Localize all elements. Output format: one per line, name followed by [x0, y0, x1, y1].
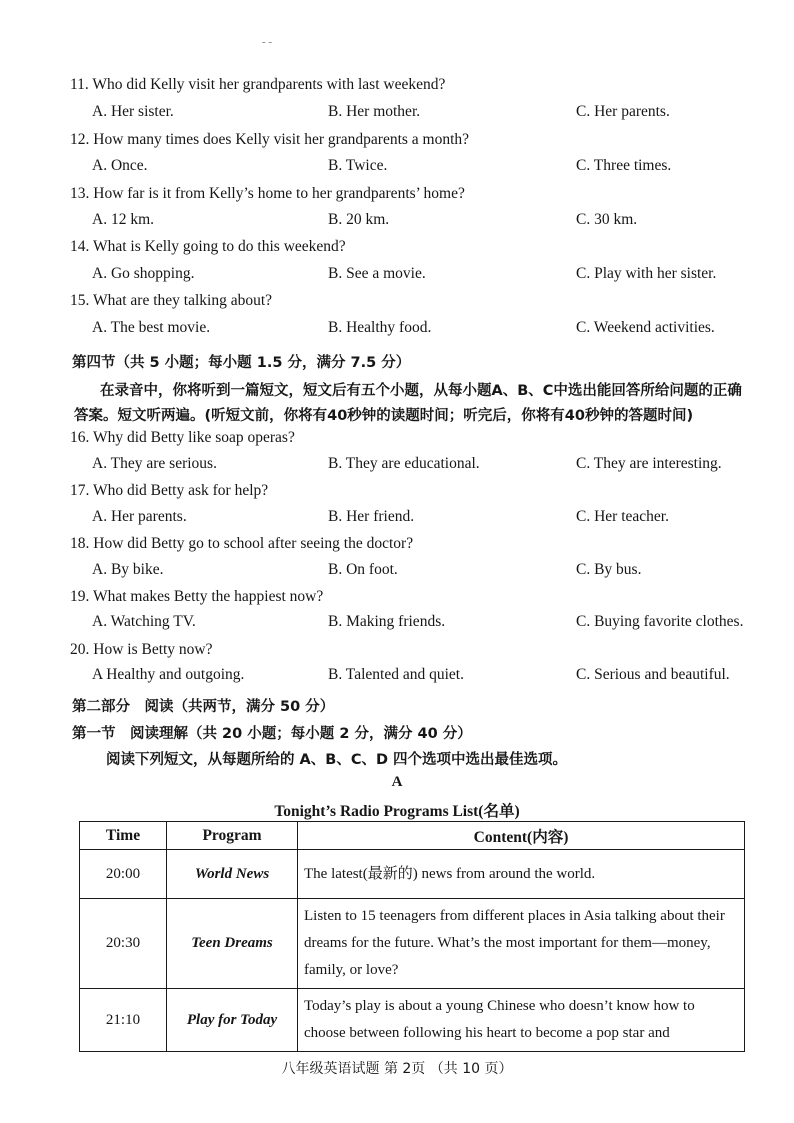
- question-16: 16. Why did Betty like soap operas?: [70, 429, 295, 446]
- option-b[interactable]: B. See a movie.: [328, 265, 426, 282]
- question-17: 17. Who did Betty ask for help?: [70, 482, 269, 499]
- question-19: 19. What makes Betty the happiest now?: [70, 588, 324, 605]
- option-c[interactable]: C. Play with her sister.: [576, 265, 717, 282]
- question-18: 18. How did Betty go to school after seeing the doctor?: [70, 535, 414, 552]
- question-15: 15. What are they talking about?: [70, 292, 273, 309]
- option-c[interactable]: C. Her parents.: [576, 103, 670, 120]
- question-11: 11. Who did Kelly visit her grandparents with last weekend?: [70, 76, 446, 93]
- options-11: [92, 103, 772, 125]
- option-b[interactable]: B. They are educational.: [328, 455, 480, 472]
- question-12: 12. How many times does Kelly visit her grandparents a month?: [70, 131, 470, 148]
- option-b[interactable]: B. On foot.: [328, 561, 398, 578]
- option-a[interactable]: A. They are serious.: [92, 455, 217, 472]
- options-15: [92, 319, 772, 341]
- option-b[interactable]: B. 20 km.: [328, 211, 390, 228]
- options-16: [92, 455, 772, 477]
- options-14: [92, 265, 772, 287]
- option-b[interactable]: B. Talented and quiet.: [328, 666, 464, 683]
- option-a[interactable]: A. Go shopping.: [92, 265, 195, 282]
- option-a[interactable]: A. The best movie.: [92, 319, 211, 336]
- option-b[interactable]: B. Her mother.: [328, 103, 421, 120]
- table-row: [80, 899, 745, 989]
- option-a[interactable]: A. Her sister.: [92, 103, 174, 120]
- option-b[interactable]: B. Healthy food.: [328, 319, 432, 336]
- option-c[interactable]: C. They are interesting.: [576, 455, 722, 472]
- part-2-heading: 第二部分 阅读（共两节，满分 50 分）: [72, 699, 335, 715]
- option-a[interactable]: A. Her parents.: [92, 508, 187, 525]
- option-b[interactable]: B. Twice.: [328, 157, 388, 174]
- content-cell: The latest(最新的) news from around the world.: [298, 850, 745, 899]
- question-20: 20. How is Betty now?: [70, 641, 213, 658]
- option-c[interactable]: C. Her teacher.: [576, 508, 669, 525]
- option-a[interactable]: A. Once.: [92, 157, 148, 174]
- options-18: [92, 561, 772, 583]
- question-13: 13. How far is it from Kelly’s home to her grandparents’ home?: [70, 185, 465, 202]
- option-c[interactable]: C. 30 km.: [576, 211, 638, 228]
- passage-title: Tonight’s Radio Programs List(名单): [274, 803, 520, 820]
- option-a[interactable]: A Healthy and outgoing.: [92, 666, 245, 683]
- reading-section-heading: 第一节 阅读理解（共 20 小题；每小题 2 分，满分 40 分）: [72, 726, 472, 742]
- time-cell: 20:00: [80, 850, 167, 899]
- page-mark: - -: [262, 36, 273, 48]
- table-row: [80, 850, 745, 899]
- options-19: [92, 613, 772, 635]
- reading-instruction: 阅读下列短文，从每题所给的 A、B、C、D 四个选项中选出最佳选项。: [106, 752, 568, 768]
- passage-letter: A: [391, 774, 403, 790]
- content-header: Content(内容): [298, 822, 745, 850]
- option-a[interactable]: A. 12 km.: [92, 211, 154, 228]
- option-a[interactable]: A. Watching TV.: [92, 613, 196, 630]
- program-cell: Play for Today: [167, 989, 298, 1052]
- option-b[interactable]: B. Her friend.: [328, 508, 415, 525]
- options-20: [92, 666, 772, 688]
- radio-programs-table: [79, 821, 745, 1052]
- time-cell: 20:30: [80, 899, 167, 989]
- time-cell: 21:10: [80, 989, 167, 1052]
- options-12: [92, 157, 772, 179]
- table-row: [80, 989, 745, 1052]
- option-c[interactable]: C. Serious and beautiful.: [576, 666, 730, 683]
- table-header-row: [80, 822, 745, 850]
- option-b[interactable]: B. Making friends.: [328, 613, 446, 630]
- option-a[interactable]: A. By bike.: [92, 561, 164, 578]
- content-cell: Today’s play is about a young Chinese who doesn’t know how to choose between following his heart to become a pop star and: [298, 989, 745, 1052]
- question-14: 14. What is Kelly going to do this weekend?: [70, 238, 346, 255]
- time-header: Time: [80, 822, 167, 850]
- option-c[interactable]: C. Weekend activities.: [576, 319, 715, 336]
- option-c[interactable]: C. Three times.: [576, 157, 672, 174]
- option-c[interactable]: C. Buying favorite clothes.: [576, 613, 744, 630]
- page-footer: 八年级英语试题 第 2页 （共 10 页）: [281, 1061, 513, 1077]
- options-17: [92, 508, 772, 530]
- section-4-heading: 第四节（共 5 小题；每小题 1.5 分，满分 7.5 分）: [72, 355, 411, 371]
- program-header: Program: [167, 822, 298, 850]
- program-cell: Teen Dreams: [167, 899, 298, 989]
- section-4-instruction-2: 答案。短文听两遍。(听短文前，你将有40秒钟的读题时间；听完后，你将有40秒钟的答题时间): [74, 408, 694, 424]
- option-c[interactable]: C. By bus.: [576, 561, 642, 578]
- section-4-instruction-1: 在录音中，你将听到一篇短文，短文后有五个小题，从每小题A、B、C中选出能回答所给问题的正确: [100, 383, 742, 399]
- content-cell: Listen to 15 teenagers from different places in Asia talking about their dreams for the future. What’s the most important for them—money, family, or love?: [298, 899, 745, 989]
- options-13: [92, 211, 772, 233]
- program-cell: World News: [167, 850, 298, 899]
